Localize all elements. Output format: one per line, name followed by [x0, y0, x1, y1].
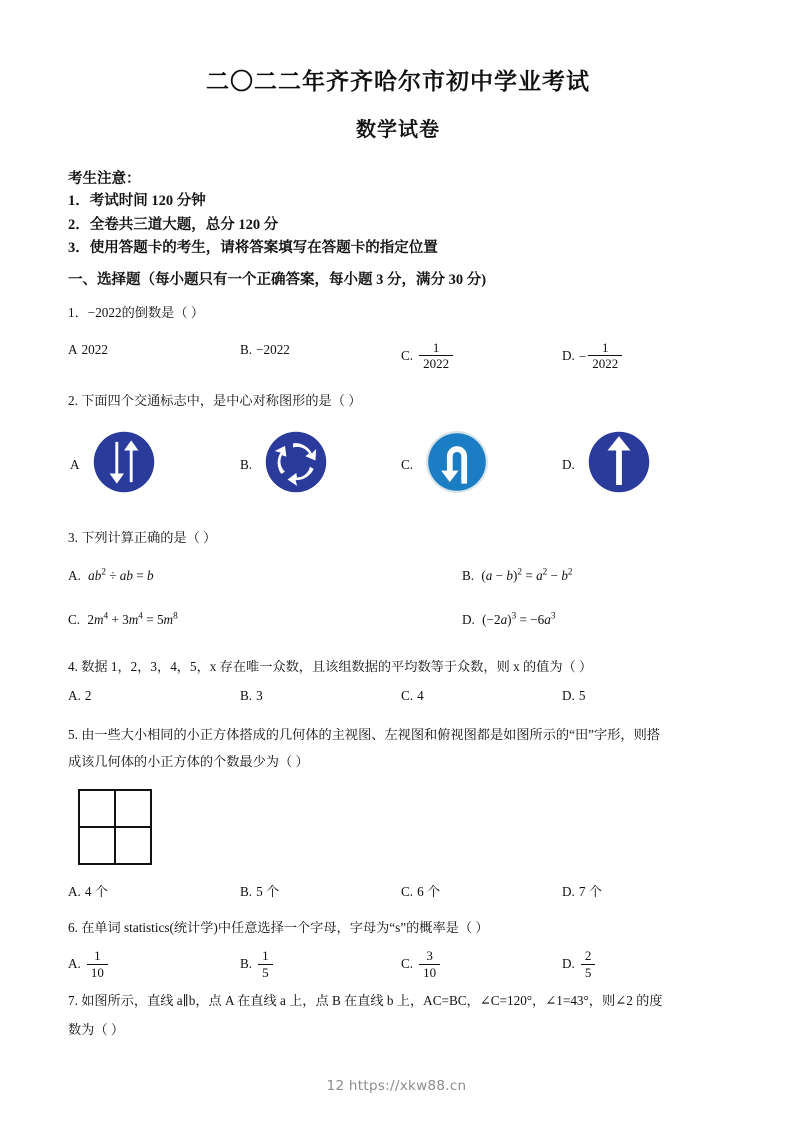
- question-6-option-a-fraction: [87, 949, 108, 979]
- question-1-option-a-label: A: [68, 341, 78, 357]
- notice-item-1-text: 考试时间 120 分钟: [89, 193, 206, 210]
- question-3-option-c-label: C.: [68, 611, 81, 627]
- section-heading-choice: 一、选择题（每小题只有一个正确答案，每小题 3 分，满分 30 分): [68, 271, 487, 288]
- question-5-stem-line-2: 成该几何体的小正方体的个数最少为（ ）: [68, 754, 309, 770]
- question-1-option-d-fraction: [588, 341, 622, 371]
- question-5-figure: [78, 789, 728, 865]
- question-6-option-b-fraction: [258, 949, 273, 979]
- question-4-option-a-text: 2: [84, 687, 92, 703]
- fraction-denominator: 2022: [592, 356, 619, 372]
- question-5-option-d-label: D.: [562, 883, 575, 899]
- question-1-stem: 1．−2022的倒数是（ ）: [68, 305, 205, 321]
- question-5-option-a[interactable]: [68, 881, 108, 900]
- question-2-options: [68, 425, 728, 503]
- question-7-stem-line-1: 7. 如图所示，直线 a∥b，点 A 在直线 a 上，点 B 在直线 b 上，AC=BC，∠C=120°，∠1=43°，则∠2 的度: [68, 992, 663, 1008]
- question-1-option-d[interactable]: [562, 339, 624, 372]
- question-2-option-a[interactable]: [70, 425, 160, 499]
- question-2-option-b-label: B.: [240, 457, 253, 473]
- notice-item-3: [68, 237, 728, 260]
- question-4-option-c-text: 4: [417, 687, 424, 703]
- question-6-option-b-label: B.: [240, 956, 253, 972]
- notice-item-3-text: 使用答题卡的考生，请将答案填写在答题卡的指定位置: [89, 240, 438, 257]
- question-4: [68, 656, 728, 709]
- two-way-traffic-sign-icon: [88, 425, 160, 499]
- page-subtitle: 数学试卷: [356, 118, 440, 141]
- grid-horizontal-line: [80, 826, 150, 828]
- fraction-numerator: 1: [87, 949, 108, 965]
- question-1-option-b-label: B.: [240, 341, 253, 357]
- question-2-stem: 2. 下面四个交通标志中，是中心对称图形的是（ ）: [68, 392, 362, 408]
- question-5-option-a-label: A.: [68, 883, 81, 899]
- question-3-option-a-label: A.: [68, 567, 81, 583]
- question-6-option-c[interactable]: [401, 947, 442, 980]
- fraction-numerator: 1: [258, 949, 273, 965]
- question-5-option-c[interactable]: [401, 881, 440, 900]
- question-3-option-c[interactable]: [68, 610, 178, 627]
- question-4-option-d-label: D.: [562, 687, 575, 703]
- question-1-options: [68, 339, 728, 372]
- question-3-option-b-expression: $(a - b)^2 = a^2 - b^2$: [481, 566, 573, 583]
- question-1-option-d-sign: −: [578, 348, 587, 364]
- question-3: [68, 527, 728, 632]
- question-2-option-d[interactable]: [562, 425, 655, 499]
- question-6-option-d-label: D.: [562, 956, 575, 972]
- question-3-options-row-1: [68, 566, 728, 588]
- question-4-option-a[interactable]: [68, 688, 91, 704]
- question-1-option-a[interactable]: [68, 342, 108, 358]
- fraction-numerator: 1: [588, 341, 622, 357]
- question-1-option-d-label: D.: [562, 347, 575, 363]
- question-1: [68, 302, 728, 372]
- question-6-option-a[interactable]: [68, 947, 110, 980]
- question-3-option-a-expression: $ab^2$ ÷ ab = b: [88, 566, 154, 583]
- notice-item-1-number: 1．: [68, 193, 90, 210]
- question-6-option-a-label: A.: [68, 956, 81, 972]
- fraction-numerator: 1: [419, 341, 453, 357]
- question-3-option-a[interactable]: [68, 566, 154, 583]
- footer-watermark: 12 https://xkw88.cn: [326, 1078, 467, 1094]
- question-5-option-c-label: C.: [401, 883, 414, 899]
- question-5-option-d-text: 7 个: [578, 883, 602, 899]
- question-5-option-b[interactable]: [240, 881, 279, 900]
- question-3-options-row-2: [68, 610, 728, 632]
- question-4-option-d-text: 5: [578, 687, 586, 703]
- question-5-options: [68, 881, 728, 903]
- question-6-options: [68, 947, 728, 980]
- roundabout-sign-icon: [260, 425, 332, 499]
- question-4-option-b-label: B.: [240, 687, 253, 703]
- question-3-option-d-expression: $(-2a)^3 = -6a^3$: [482, 610, 556, 627]
- question-2-option-b[interactable]: [240, 425, 332, 499]
- fraction-denominator: 10: [423, 964, 437, 980]
- question-2-option-c-label: C.: [401, 457, 414, 473]
- straight-ahead-sign-icon: [583, 425, 655, 499]
- page-content: [68, 0, 728, 1041]
- question-5-option-a-text: 4 个: [84, 883, 108, 899]
- candidate-notice: [68, 168, 728, 261]
- tian-character-grid: [78, 789, 152, 865]
- question-7-stem-line-2: 数为（ ）: [68, 1022, 125, 1038]
- question-5-option-d[interactable]: [562, 881, 602, 900]
- question-3-option-c-expression: $2m^4 + 3m^4 = 5m^8$: [87, 610, 178, 627]
- question-3-stem: 3. 下列计算正确的是（ ）: [68, 530, 217, 546]
- notice-item-2-text: 全卷共三道大题，总分 120 分: [89, 216, 279, 233]
- notice-item-3-number: 3．: [68, 240, 90, 257]
- page-title: 二〇二二年齐齐哈尔市初中学业考试: [206, 69, 590, 94]
- fraction-numerator: 2: [581, 949, 596, 965]
- question-6-option-b[interactable]: [240, 947, 275, 980]
- question-6-stem: 6. 在单词 statistics(统计学)中任意选择一个字母，字母为“s”的概率是（ ）: [68, 919, 489, 935]
- question-2: [68, 390, 728, 503]
- question-1-option-b-text: −2022: [256, 341, 290, 357]
- fraction-denominator: 2022: [423, 356, 450, 372]
- question-3-option-b[interactable]: [462, 566, 573, 583]
- question-4-options: [68, 688, 728, 710]
- question-4-option-b-text: 3: [256, 687, 263, 703]
- question-4-option-a-label: A.: [68, 687, 81, 703]
- question-6-option-c-fraction: [419, 949, 440, 979]
- fraction-denominator: 5: [262, 964, 269, 980]
- question-3-option-b-label: B.: [462, 567, 475, 583]
- u-turn-sign-icon: [421, 425, 493, 499]
- fraction-denominator: 10: [90, 964, 104, 980]
- question-1-option-b[interactable]: [240, 342, 290, 358]
- question-7: [68, 990, 728, 1041]
- question-4-option-c-label: C.: [401, 687, 414, 703]
- question-4-option-b[interactable]: [240, 688, 263, 704]
- question-6: [68, 917, 728, 980]
- question-1-option-c[interactable]: [401, 339, 455, 372]
- question-6-option-d-fraction: [581, 949, 596, 979]
- question-3-option-d[interactable]: [462, 610, 555, 627]
- question-4-stem: 4. 数据 1，2，3，4，5，x 存在唯一众数，且该组数据的平均数等于众数，则 x 的值为（ ）: [68, 659, 593, 675]
- question-5: [68, 724, 728, 903]
- question-2-option-c[interactable]: [401, 425, 493, 499]
- question-2-option-d-label: D.: [562, 457, 575, 473]
- notice-item-2-number: 2．: [68, 216, 90, 233]
- question-6-option-c-label: C.: [401, 956, 414, 972]
- fraction-numerator: 3: [419, 949, 440, 965]
- notice-heading: 考生注意：: [68, 170, 141, 187]
- question-2-option-a-label: A: [70, 457, 80, 473]
- question-5-option-b-label: B.: [240, 883, 253, 899]
- question-4-option-c[interactable]: [401, 688, 424, 704]
- notice-item-2: [68, 214, 728, 237]
- question-5-option-b-text: 5 个: [256, 883, 280, 899]
- question-1-option-c-fraction: [419, 341, 453, 371]
- question-3-option-d-label: D.: [462, 611, 475, 627]
- question-1-option-a-text: 2022: [81, 341, 108, 357]
- question-4-option-d[interactable]: [562, 688, 585, 704]
- question-5-option-c-text: 6 个: [417, 883, 441, 899]
- notice-item-1: [68, 190, 728, 213]
- question-1-option-c-label: C.: [401, 347, 414, 363]
- question-6-option-d[interactable]: [562, 947, 597, 980]
- fraction-denominator: 5: [584, 964, 592, 980]
- question-5-stem-line-1: 5. 由一些大小相同的小正方体搭成的几何体的主视图、左视图和俯视图都是如图所示的“田”字形，则搭: [68, 726, 660, 742]
